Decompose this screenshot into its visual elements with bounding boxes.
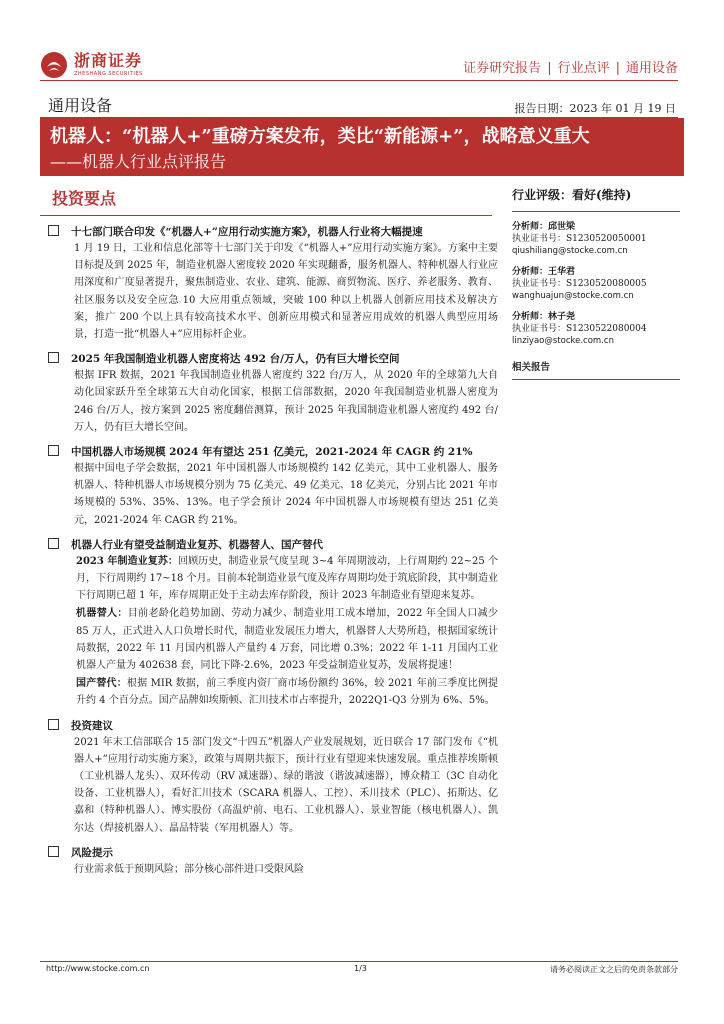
bullet-heading: 投资建议 [71, 719, 113, 732]
industry-rating: 行业评级：看好(维持) [512, 186, 680, 212]
footer-website-link[interactable]: http://www.stocke.com.cn [46, 964, 150, 973]
analyst-name: 林子尧 [548, 312, 576, 322]
sub-label: 国产替代： [76, 678, 127, 690]
report-title: 机器人：“机器人+”重磅方案发布，类比“新能源+”，战略意义重大 [50, 126, 590, 147]
title-banner [40, 118, 684, 176]
analyst-email[interactable]: linziyao@stocke.com.cn [512, 336, 614, 346]
checkbox-icon [48, 719, 59, 730]
bullet-heading: 机器人行业有望受益制造业复苏、机器替人、国产替代 [71, 538, 323, 551]
logo-cn-text: 浙商证券 [74, 51, 143, 70]
bullet-item [48, 224, 498, 239]
header-divider [40, 80, 678, 81]
checkbox-icon [48, 538, 59, 549]
footer-divider [40, 961, 678, 962]
sub-label: 机器替人： [76, 608, 128, 620]
sidebar [512, 186, 680, 380]
category-report-type: 证券研究报告 [463, 61, 542, 76]
analyst-cert: 执业证书号：S1230522080004 [512, 324, 647, 334]
sub-label: 2023 年制造业复苏： [76, 555, 178, 567]
sub-paragraph-localization [76, 675, 498, 709]
company-logo [40, 48, 160, 82]
bullet-paragraph: 根据 IFR 数据，2021 年我国制造业机器人密度约 322 台/万人，从 2020 年的全球第九大自动化国家跃升至全球第五大自动化国家，根据工信部数据，2020 年我国制造业机器人密度为 246 台/万人，按方案到 2025 密度翻倍测算，预计 2025 年我国制造业机器人密度约 492 台/万人，仍有巨大增长空间。 [74, 370, 498, 433]
bullet-paragraph: 行业需求低于预期风险；部分核心部件进口受限风险 [74, 863, 304, 875]
related-reports-heading: 相关报告 [512, 359, 680, 380]
analyst-role: 分析师： [512, 312, 549, 322]
bullet-heading: 十七部门联合印发《“机器人+”应用行动实施方案》，机器人行业将大幅提速 [71, 226, 423, 238]
logo-en-text: ZHESHANG SECURITIES [74, 71, 143, 77]
analyst-card [512, 311, 680, 347]
bullet-heading: 中国机器人市场规模 2024 年有望达 251 亿美元，2021-2024 年 CAGR 约 21% [71, 446, 473, 459]
analyst-email[interactable]: qiushiliang@stocke.com.cn [512, 246, 628, 256]
bullet-item [48, 537, 498, 552]
category-industry: 通用设备 [625, 61, 678, 76]
page-number: 1/3 [354, 964, 367, 973]
bullet-paragraph: 1 月 19 日，工业和信息化部等十七部门关于印发《“机器人+”应用行动实施方案》。方案中主要目标提及到 2025 年，制造业机器人密度较 2020 年实现翻番，服务机器人、特种机器人行业应用深度和广度显著提升，聚焦制造业、农业、建筑、能源、商贸物流、医疗、养老服务、教育、社区服务以及安全应急 10 大应用重点领域，突破 100 种以上机器人创新应用技术及解决方案，推广 200 个以上具有较高技术水平、创新应用模式和显著应用成效的机器人典型应用场景，打造一批“机器人+”应用标杆企业。 [74, 243, 498, 341]
section-divider [40, 215, 492, 216]
bullet-item [48, 351, 498, 366]
analyst-email[interactable]: wanghuajun@stocke.com.cn [512, 291, 634, 301]
analyst-role: 分析师： [512, 222, 549, 232]
sub-paragraph-recovery [76, 553, 498, 605]
bullet-paragraph: 2021 年末工信部联合 15 部门发文“十四五”机器人产业发展规划，近日联合 17 部门发布《“机器人+”应用行动实施方案》，政策与周期共振下，预计行业有望迎来快速发展。重点推荐埃斯顿（工业机器人龙头）、双环传动（RV 减速器）、绿的谐波（谐波减速器），博众精工（3C 自动化设备、工业机器人），看好汇川技术（SCARA 机器人、工控）、禾川技术（PLC）、拓斯达、亿嘉和（特种机器人）、博实股份（高温炉前、电石、工业机器人）、景业智能（核电机器人）、凯尔达（焊接机器人）、晶品特装（军用机器人）等。 [74, 736, 498, 834]
sub-text: 回顾历史，制造业景气度呈现 3~4 年周期波动，上行周期约 22~25 个月，下行周期约 17~18 个月。目前本轮制造业景气度及库存周期均处于筑底阶段，其中制造业下行周期已超 1 年，库存周期正处于主动去库存阶段，预计 2023 年制造业有望迎来复苏。 [76, 555, 498, 602]
checkbox-icon [48, 445, 59, 456]
logo-icon [40, 51, 68, 79]
section-title: 投资要点 [52, 189, 117, 208]
analyst-name: 王华君 [548, 267, 576, 277]
analyst-name: 邱世梁 [548, 222, 576, 232]
bullet-heading: 2025 年我国制造业机器人密度将达 492 台/万人，仍有巨大增长空间 [71, 353, 400, 366]
analyst-cert: 执业证书号：S1230520080005 [512, 279, 647, 289]
analyst-card [512, 266, 680, 302]
bullet-item [48, 444, 498, 459]
bullet-heading: 风险提示 [71, 846, 113, 859]
analyst-role: 分析师： [512, 267, 549, 277]
bullet-item [48, 718, 498, 733]
sub-text: 目前老龄化趋势加剧、劳动力减少、制造业用工成本增加，2022 年全国人口减少 85 万人，正式进入人口负增长时代，制造业发展压力增大，机器替人大势所趋，根据国家统计局数据，2022 年 11 月国内机器人产量约 4 万套，同比增 0.3%；2022 年 1-11 月国内工业机器人产量为 402638 套，同比下降-2.6%，2023 年受益制造业复苏，发展将提速！ [76, 608, 498, 672]
footer-disclaimer: 请务必阅读正文之后的免责条款部分 [550, 965, 678, 974]
analyst-card [512, 221, 680, 257]
checkbox-icon [48, 846, 59, 857]
main-content [48, 186, 498, 878]
bullet-paragraph: 根据中国电子学会数据，2021 年中国机器人市场规模约 142 亿美元，其中工业机器人、服务机器人、特种机器人市场规模分别为 75 亿美元、49 亿美元、18 亿美元，分别占比 2021 年市场规模的 53%、35%、13%。电子学会预计 2024 年中国机器人市场规模有望达 251 亿美元，2021-2024 年 CAGR 约 21%。 [74, 463, 498, 526]
bullet-item [48, 845, 498, 860]
category-review: 行业点评 [557, 61, 610, 76]
report-date: 报告日期：2023 年 01 月 19 日 [514, 102, 676, 115]
industry-label: 通用设备 [48, 96, 113, 115]
header-categories: 证券研究报告 | 行业点评 | 通用设备 [463, 61, 678, 76]
sub-text: 根据 MIR 数据，前三季度内资厂商市场份额约 36%，较 2021 年前三季度比例提升约 4 个百分点。国产品牌如埃斯顿、汇川技术市占率提升，2022Q1-Q3 分别为 6%、5%。 [76, 678, 498, 707]
sub-paragraph-automation [76, 605, 498, 674]
report-subtitle: ——机器人行业点评报告 [50, 152, 227, 171]
checkbox-icon [48, 225, 59, 236]
checkbox-icon [48, 352, 59, 363]
analyst-cert: 执业证书号：S1230520050001 [512, 234, 647, 244]
